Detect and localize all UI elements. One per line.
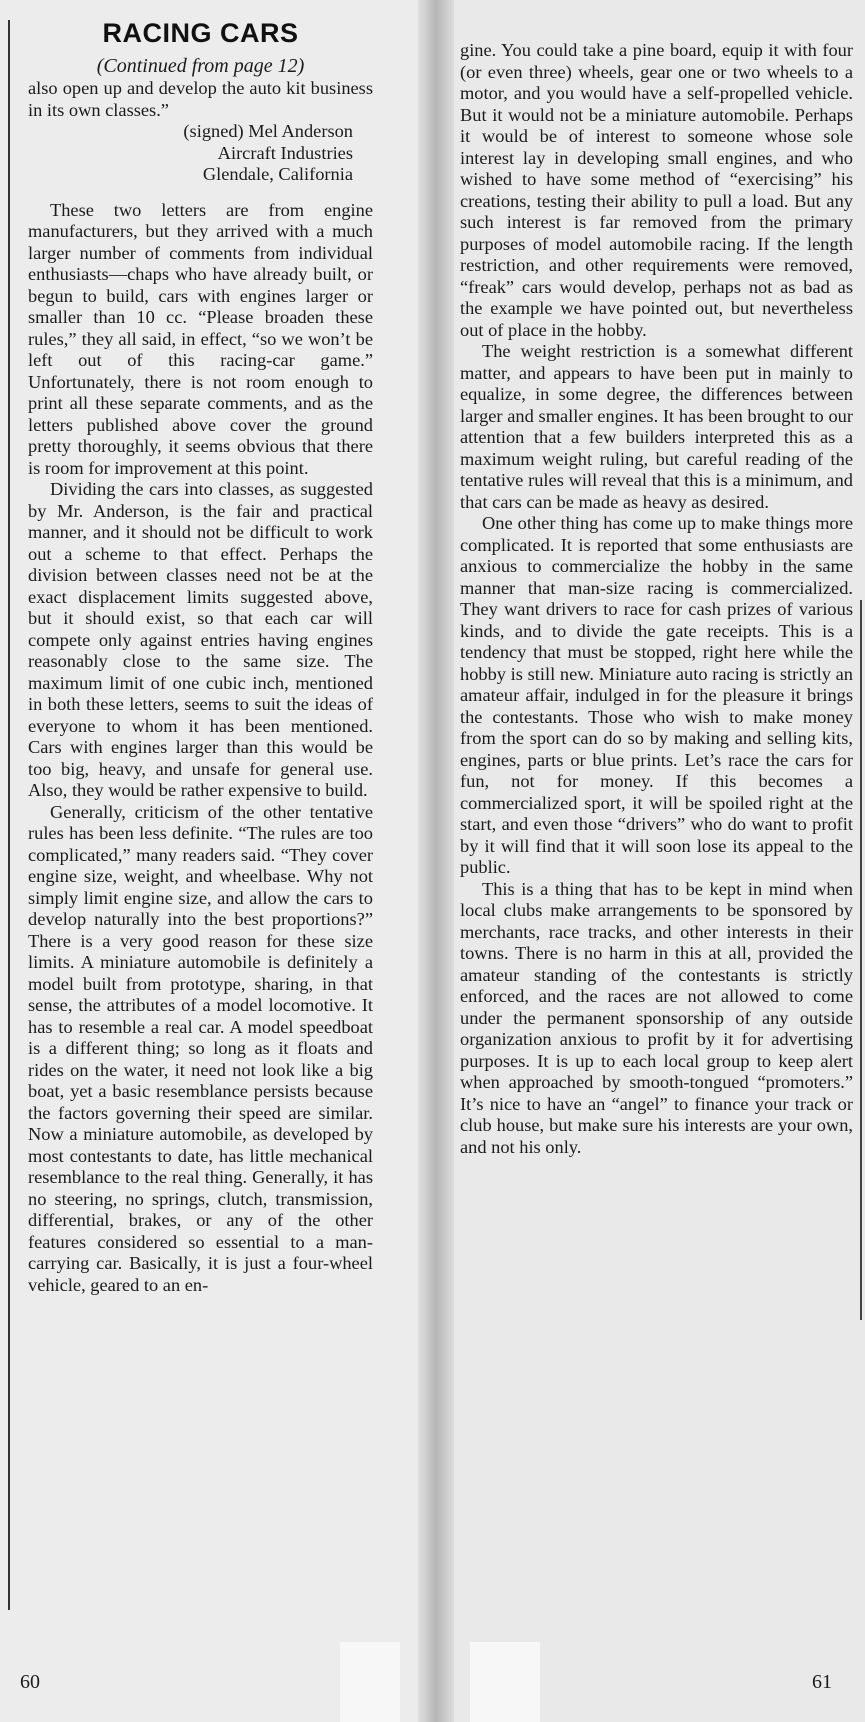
paragraph: gine. You could take a pine board, equip it with four (or even three) wheels, gear one or two wheels to a motor, and you would have a self-propelled vehicle. But it would not be a miniature automobile. Perhaps it would be of interest to someone whose sole interest lay in developing small engines, and who wished to have some method of “exercising” his creations, testing their ability to pull a load. But any such interest is far removed from the primary purposes of model automobile racing. If the length restriction, and other requirements were removed, “freak” cars would develop, perhaps not as bad as the example we have pointed out, but nevertheless out of place in the hobby. bbox=[460, 40, 853, 340]
paragraph: Dividing the cars into classes, as suggested by Mr. Anderson, is the fair and practical manner, and it should not be difficult to work out a scheme to that effect. Perhaps the division between classes need not be at the exact displacement limits suggested above, but it should exist, so that each car will compete only against entries having engines reasonably close to the same size. The maximum limit of one cubic inch, mentioned in both these letters, seems to suit the ideas of everyone to whom it has been mentioned. Cars with engines larger than this would be too big, heavy, and unsafe for general use. Also, they would be rather expensive to build. bbox=[28, 479, 373, 800]
page-number-right: 61 bbox=[812, 1671, 832, 1693]
left-margin-rule bbox=[8, 20, 10, 1610]
signature-block bbox=[28, 121, 373, 186]
binding-gutter bbox=[418, 0, 454, 1722]
article-title: RACING CARS bbox=[102, 18, 299, 48]
paragraph: Generally, criticism of the other tentative rules has been less definite. “The rules are too complicated,” many readers said. “They cover engine size, weight, and wheelbase. Why not simply limit engine size, and allow the cars to develop naturally into the best proportions?” There is a very good reason for these size limits. A miniature automobile is definitely a model built from prototype, sharing, in that sense, the attributes of a model locomotive. It has to resemble a real car. A model speedboat is a different thing; so long as it floats and rides on the water, it need not look like a big boat, yet a basic resemblance persists because the factors governing their speed are similar. Now a miniature automobile, as developed by most contestants to date, has little mechanical resemblance to the real thing. Generally, it has no steering, no springs, clutch, transmission, differential, brakes, or any of the other features considered so essential to a man-carrying car. Basically, it is just a four-wheel vehicle, geared to an en- bbox=[28, 801, 373, 1295]
right-column bbox=[460, 40, 853, 1158]
page-number-left: 60 bbox=[20, 1671, 40, 1693]
signature-company: Aircraft Industries bbox=[217, 142, 353, 163]
left-column bbox=[28, 18, 373, 1296]
scan-margin-patch bbox=[340, 1642, 400, 1722]
paragraph: One other thing has come up to make things more complicated. It is reported that some enthusiasts are anxious to commercialize the hobby in the same manner that man-size racing is commercialized. They want drivers to race for cash prizes of various kinds, and to divide the gate receipts. This is a tendency that must be stopped, right here while the hobby is still new. Miniature auto racing is strictly an amateur affair, indulged in for the pleasure it brings the contestants. Those who wish to make money from the sport can do so by making and selling kits, engines, parts or blue prints. Let’s race the cars for fun, not for money. If this becomes a commercialized sport, it will be spoiled right at the start, and even those “drivers” who do want to profit by it will find that it will soon lose its appeal to the public. bbox=[460, 513, 853, 877]
scan-margin-patch bbox=[470, 1642, 540, 1722]
paragraph: The weight restriction is a somewhat different matter, and appears to have been put in mainly to equalize, in some degree, the differences between larger and smaller engines. It has been brought to our attention that a few builders interpreted this as a maximum weight ruling, but careful reading of the tentative rules will reveal that this is a minimum, and that cars can be made as heavy as desired. bbox=[460, 341, 853, 512]
right-margin-rule bbox=[860, 600, 862, 1320]
paragraph: This is a thing that has to be kept in mind when local clubs make arrangements to be sponsored by merchants, race tracks, and other interests in their towns. There is no harm in this at all, provided the amateur standing of the contestants is strictly enforced, and the races are not allowed to come under the permanent sponsorship of any outside organization anxious to profit by it for advertising purposes. It is up to each local group to keep alert when approached by smooth-tongued “promoters.” It’s nice to have an “angel” to finance your track or club house, but make sure his interests are your own, and not his only. bbox=[460, 878, 853, 1157]
signature-location: Glendale, California bbox=[202, 164, 353, 184]
letter-closing: also open up and develop the auto kit business in its own classes.” bbox=[28, 78, 373, 120]
continued-note: (Continued from page 12) bbox=[96, 55, 305, 77]
paragraph: These two letters are from engine manufacturers, but they arrived with a much larger number of comments from individual enthusiasts—chaps who have already built, or begun to build, cars with engines larger or smaller than 10 cc. “Please broaden these rules,” they all said, in effect, “so we won’t be left out of this racing-car game.” Unfortunately, there is not room enough to print all these separate comments, and as the letters published above cover the ground pretty thoroughly, it seems obvious that there is room for improvement at this point. bbox=[28, 199, 373, 478]
signature-name: (signed) Mel Anderson bbox=[183, 121, 353, 141]
